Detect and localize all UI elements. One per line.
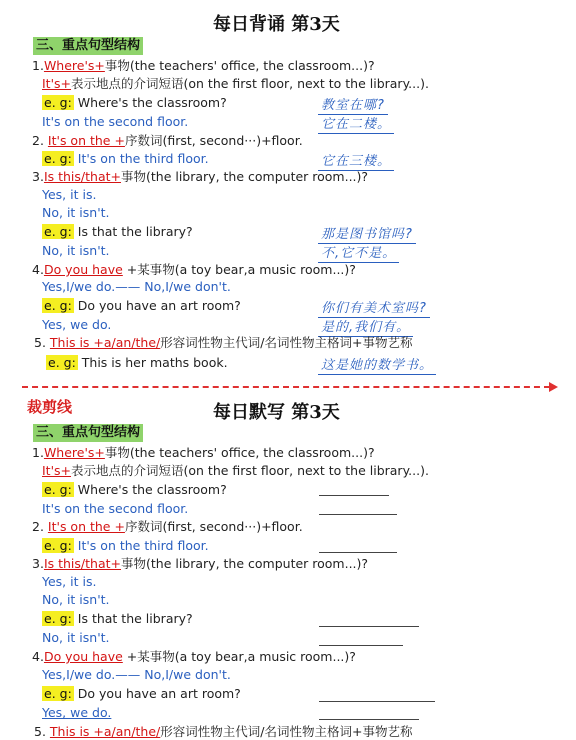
pattern-3-rest: 事物(the library, the computer room...)? xyxy=(121,556,369,571)
pattern-4-key: Do you have xyxy=(43,649,123,664)
example-1-answer: It's on the second floor. xyxy=(42,501,189,516)
pattern-1: 1.Where's+事物(the teachers' office, the classroom...)? xyxy=(32,445,375,460)
example-3-question xyxy=(42,224,193,240)
eg-label: e. g: xyxy=(44,538,72,553)
pattern-3-key: Is this/that+ xyxy=(43,556,121,571)
example-4-question xyxy=(42,686,241,702)
pattern-5-num: 5. xyxy=(34,335,46,350)
pattern-3-key: Is this/that+ xyxy=(43,169,121,184)
eg-label: e. g: xyxy=(44,482,72,497)
example-4-question-text: Do you have an art room? xyxy=(77,298,241,313)
example-1-question xyxy=(42,95,227,111)
pattern-2 xyxy=(32,519,303,535)
eg-label: e. g: xyxy=(44,224,72,239)
example-2-answer-cn: 它在三楼。 xyxy=(318,150,394,171)
pattern-1-answer-key: It's+ xyxy=(42,76,72,91)
pattern-3-yes: Yes, it is. xyxy=(42,187,97,202)
example-1-answer-cn: 它在二楼。 xyxy=(318,113,394,134)
example-3-answer: No, it isn't. xyxy=(42,630,110,645)
pattern-5-cropped xyxy=(34,724,412,740)
pattern-1-answer xyxy=(42,76,429,92)
pattern-2-key: It's on the + xyxy=(47,133,125,148)
pattern-5-key: This is +a/an/the/ xyxy=(49,335,161,350)
pattern-3-no: No, it isn't. xyxy=(42,205,110,220)
pattern-3 xyxy=(32,556,368,572)
eg-label: e. g: xyxy=(44,95,72,110)
example-3-question xyxy=(42,611,193,627)
example-3-question-cn: 那是图书馆吗? xyxy=(318,223,416,244)
eg-label: e. g: xyxy=(44,151,72,166)
example-2-answer-text: It's on the third floor. xyxy=(77,538,209,553)
section-heading: 三、重点句型结构 xyxy=(33,37,143,55)
pattern-4 xyxy=(32,649,356,665)
pattern-5-rest: 形容词性物主代词/名词性物主格词+事物艺称 xyxy=(160,335,413,350)
example-3-question-text: Is that the library? xyxy=(77,224,193,239)
cut-line-label: 裁剪线 xyxy=(27,398,73,416)
pattern-3-num: 3. xyxy=(32,556,44,571)
pattern-3-yes: Yes, it is. xyxy=(42,574,97,589)
example-5-text: This is her maths book. xyxy=(81,355,228,370)
answer-blank[interactable] xyxy=(319,514,397,515)
pattern-1: 1.Where's+事物(the teachers' office, the classroom...)? xyxy=(32,58,375,73)
example-4-answer: Yes, we do. xyxy=(42,705,112,720)
example-4-answer-cn: 是的,我们有。 xyxy=(318,316,413,337)
example-1-answer: It's on the second floor. xyxy=(42,114,189,129)
pattern-3-rest: 事物(the library, the computer room...)? xyxy=(121,169,369,184)
pattern-3-no: No, it isn't. xyxy=(42,592,110,607)
pattern-5-key: This is +a/an/the/ xyxy=(49,724,161,739)
answer-blank[interactable] xyxy=(319,495,389,496)
pattern-1-rest: 事物(the teachers' office, the classroom...)? xyxy=(104,58,375,73)
pattern-4-answers: Yes,I/we do.—— No,I/we don't. xyxy=(42,667,231,682)
answer-blank[interactable] xyxy=(319,719,419,720)
recite-title: 每日背诵 第3天 xyxy=(213,14,340,35)
pattern-3 xyxy=(32,169,368,185)
cut-arrow-icon xyxy=(549,382,558,392)
pattern-1-key: Where's+ xyxy=(43,445,105,460)
example-1-question-cn: 教室在哪? xyxy=(318,94,388,115)
example-2-answer xyxy=(42,151,209,167)
example-5 xyxy=(46,355,228,371)
answer-blank[interactable] xyxy=(319,552,397,553)
example-5-cn: 这是她的数学书。 xyxy=(318,354,436,375)
example-3-answer-cn: 不,它不是。 xyxy=(318,242,399,263)
pattern-5-num: 5. xyxy=(34,724,46,739)
pattern-5 xyxy=(34,335,412,351)
dictation-title: 每日默写 第3天 xyxy=(213,402,340,423)
pattern-1-rest: 事物(the teachers' office, the classroom...)? xyxy=(104,445,375,460)
eg-label: e. g: xyxy=(44,298,72,313)
answer-blank[interactable] xyxy=(319,701,435,702)
pattern-1-answer xyxy=(42,463,429,479)
example-4-answer: Yes, we do. xyxy=(42,317,112,332)
pattern-1-answer-rest: 表示地点的介词短语(on the first floor, next to the library...). xyxy=(71,463,429,478)
eg-label: e. g: xyxy=(44,611,72,626)
pattern-4-num: 4. xyxy=(32,262,44,277)
cut-dashed-line xyxy=(22,386,550,388)
pattern-1-answer-key: It's+ xyxy=(42,463,72,478)
pattern-2-rest: 序数词(first, second···)+floor. xyxy=(124,133,303,148)
pattern-1-key: Where's+ xyxy=(43,58,105,73)
example-4-question xyxy=(42,298,241,314)
example-3-answer: No, it isn't. xyxy=(42,243,110,258)
example-4-question-cn: 你们有美术室吗? xyxy=(318,297,430,318)
pattern-4-num: 4. xyxy=(32,649,44,664)
answer-blank[interactable] xyxy=(319,626,419,627)
example-4-question-text: Do you have an art room? xyxy=(77,686,241,701)
pattern-5-rest: 形容词性物主代词/名词性物主格词+事物艺称 xyxy=(160,724,413,739)
example-2-answer xyxy=(42,538,209,554)
pattern-2-num: 2. xyxy=(32,133,44,148)
example-1-question-text: Where's the classroom? xyxy=(77,95,227,110)
eg-label: e. g: xyxy=(44,686,72,701)
pattern-4-rest: +某事物(a toy bear,a music room...)? xyxy=(126,262,356,277)
pattern-2-num: 2. xyxy=(32,519,44,534)
pattern-4 xyxy=(32,262,356,278)
answer-blank[interactable] xyxy=(319,645,403,646)
example-1-question-text: Where's the classroom? xyxy=(77,482,227,497)
eg-label: e. g: xyxy=(48,355,76,370)
section-heading: 三、重点句型结构 xyxy=(33,424,143,442)
example-1-question xyxy=(42,482,227,498)
example-3-question-text: Is that the library? xyxy=(77,611,193,626)
pattern-4-key: Do you have xyxy=(43,262,123,277)
pattern-2-key: It's on the + xyxy=(47,519,125,534)
pattern-2 xyxy=(32,133,303,149)
pattern-4-rest: +某事物(a toy bear,a music room...)? xyxy=(126,649,356,664)
pattern-4-answers: Yes,I/we do.—— No,I/we don't. xyxy=(42,279,231,294)
pattern-2-rest: 序数词(first, second···)+floor. xyxy=(124,519,303,534)
example-2-answer-text: It's on the third floor. xyxy=(77,151,209,166)
pattern-3-num: 3. xyxy=(32,169,44,184)
pattern-1-answer-rest: 表示地点的介词短语(on the first floor, next to the library...). xyxy=(71,76,429,91)
